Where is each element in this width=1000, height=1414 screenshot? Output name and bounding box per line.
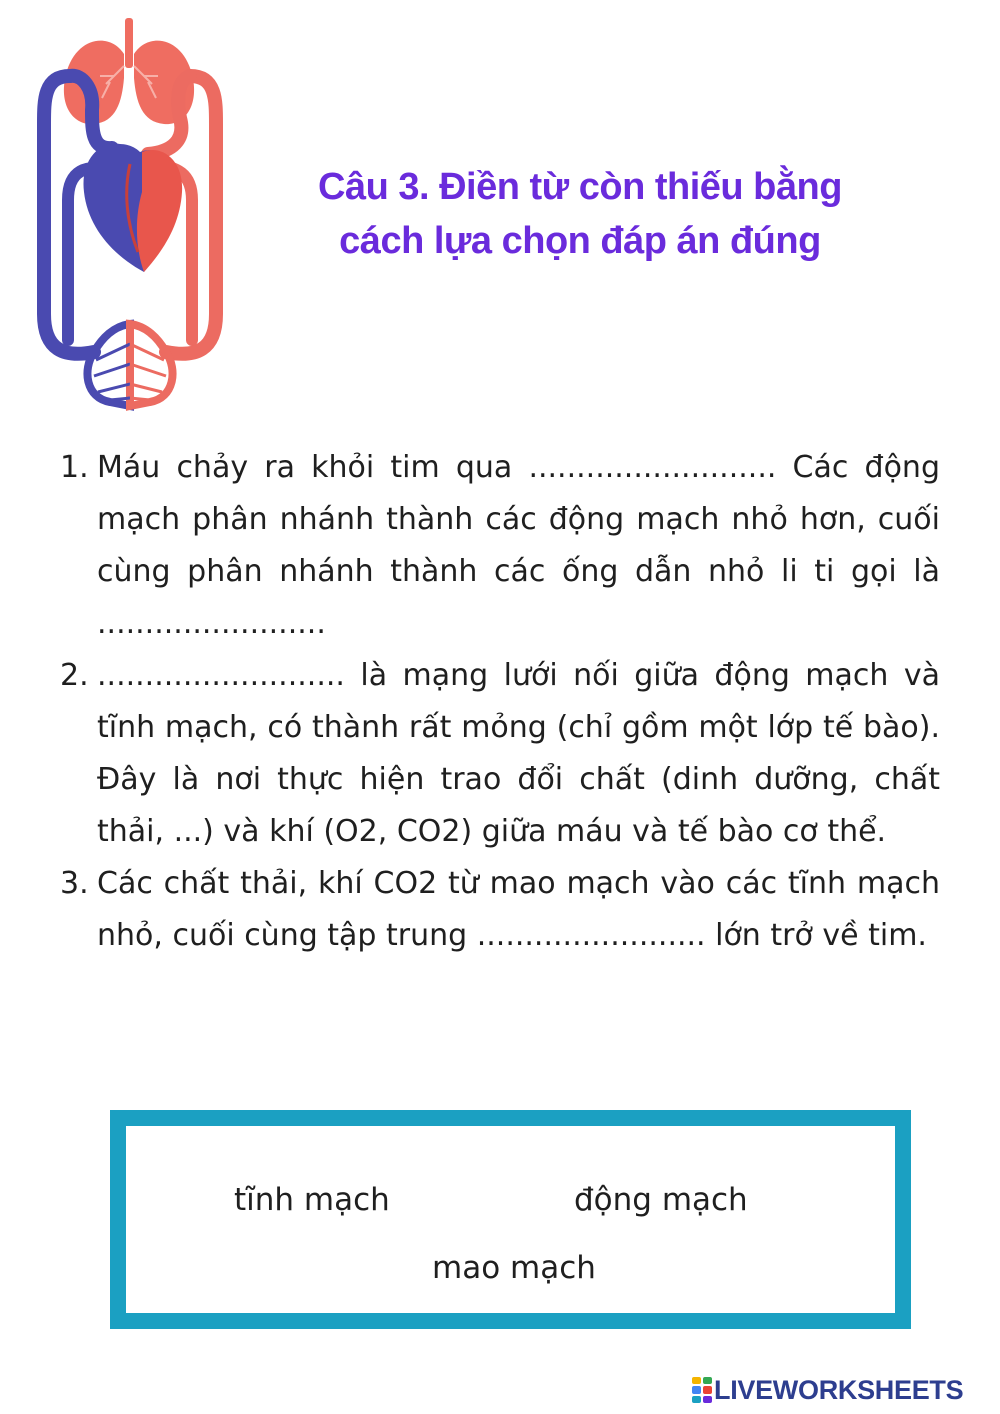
question-list xyxy=(60,442,940,962)
answer-option-dong-mach[interactable]: động mạch xyxy=(574,1182,748,1218)
question-text: Các chất thải, khí CO2 từ mao mạch vào các tĩnh mạch nhỏ, cuối cùng tập trung ........................ lớn trở về tim. xyxy=(97,866,940,953)
question-item xyxy=(60,650,940,858)
liveworksheets-logo-icon xyxy=(692,1377,712,1403)
question-number: 3. xyxy=(60,866,89,901)
answer-option-mao-mach[interactable]: mao mạch xyxy=(432,1250,596,1286)
question-number: 1. xyxy=(60,450,89,485)
question-text: .......................... là mạng lưới nối giữa động mạch và tĩnh mạch, có thành rất mỏng (chỉ gồm một lớp tế bào). Đây là nơi thực hiện trao đổi chất (dinh dưỡng, chất thải, ...) và khí (O2, CO2) giữa máu và tế bào cơ thể. xyxy=(97,658,940,849)
title-line-1: Câu 3. Điền từ còn thiếu bằng xyxy=(318,166,842,208)
title-line-2: cách lựa chọn đáp án đúng xyxy=(339,220,821,262)
question-item xyxy=(60,442,940,650)
question-item xyxy=(60,858,940,962)
question-number: 2. xyxy=(60,658,89,693)
heart-icon xyxy=(83,143,182,272)
liveworksheets-watermark xyxy=(692,1374,963,1406)
watermark-text: LIVEWORKSHEETS xyxy=(714,1374,964,1405)
answer-options-box xyxy=(110,1110,911,1329)
circulatory-system-illustration xyxy=(30,14,230,420)
capillary-bed-icon xyxy=(87,324,172,406)
page-title xyxy=(260,160,900,268)
question-text: Máu chảy ra khỏi tim qua .......................... Các động mạch phân nhánh thành các động mạch nhỏ hơn, cuối cùng phân nhánh thành các ống dẫn nhỏ li ti gọi là ........................ xyxy=(97,450,940,641)
answer-option-tinh-mach[interactable]: tĩnh mạch xyxy=(234,1182,390,1218)
